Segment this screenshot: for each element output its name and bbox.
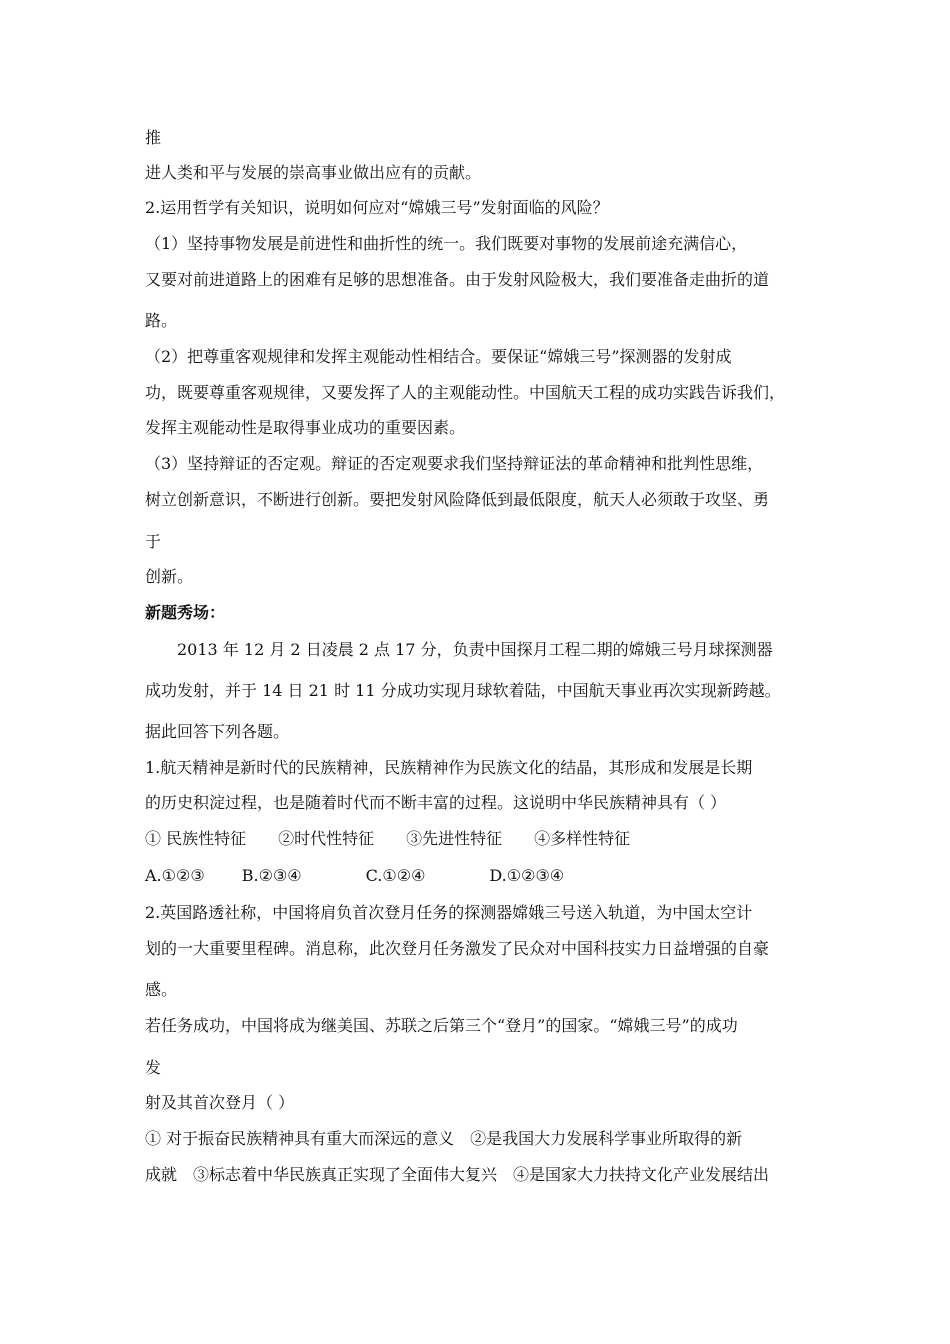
text-line: 感。	[145, 980, 178, 999]
question-1-choices: A.①②③ B.②③④ C.①②④ D.①②③④	[145, 866, 565, 885]
text-line: 的历史积淀过程，也是随着时代而不断丰富的过程。这说明中华民族精神具有（ ）	[145, 793, 727, 812]
text-line: 又要对前进道路上的困难有足够的思想准备。由于发射风险极大，我们要准备走曲折的道	[145, 270, 770, 289]
text-line: 路。	[145, 311, 178, 330]
text-line: 于	[145, 532, 162, 551]
text-line: 射及其首次登月（ ）	[145, 1093, 295, 1112]
text-line: 进人类和平与发展的崇高事业做出应有的贡献。	[145, 163, 482, 182]
question-1-options: ① 民族性特征 ②时代性特征 ③先进性特征 ④多样性特征	[145, 829, 631, 848]
text-line: 功，既要尊重客观规律，又要发挥了人的主观能动性。中国航天工程的成功实践告诉我们，	[145, 383, 786, 402]
question-2-stem: 2.英国路透社称，中国将肩负首次登月任务的探测器嫦娥三号送入轨道，为中国太空计	[145, 903, 753, 922]
text-line: 树立创新意识，不断进行创新。要把发射风险降低到最低限度，航天人必须敢于攻坚、勇	[145, 490, 770, 509]
text-line: 成就 ③标志着中华民族真正实现了全面伟大复兴 ④是国家大力扶持文化产业发展结出	[145, 1165, 770, 1184]
text-line: 若任务成功，中国将成为继美国、苏联之后第三个“登月”的国家。“嫦娥三号”的成功	[145, 1016, 738, 1035]
text-line: 据此回答下列各题。	[145, 722, 290, 741]
text-line: 成功发射，并于 14 日 21 时 11 分成功实现月球软着陆，中国航天事业再次实现新跨越。	[145, 681, 781, 700]
text-line: 2013 年 12 月 2 日凌晨 2 点 17 分，负责中国探月工程二期的嫦娥三号月球探测器	[177, 640, 773, 659]
text-line: （1）坚持事物发展是前进性和曲折性的统一。我们既要对事物的发展前途充满信心，	[145, 234, 748, 253]
text-line: 发	[145, 1058, 162, 1077]
text-line: 发挥主观能动性是取得事业成功的重要因素。	[145, 418, 466, 437]
question-2-options: ① 对于振奋民族精神具有重大而深远的意义 ②是我国大力发展科学事业所取得的新	[145, 1129, 743, 1148]
text-line: （2）把尊重客观规律和发挥主观能动性相结合。要保证“嫦娥三号”探测器的发射成	[145, 347, 732, 366]
text-line: （3）坚持辩证的否定观。辩证的否定观要求我们坚持辩证法的革命精神和批判性思维，	[145, 454, 764, 473]
question-2-heading: 2.运用哲学有关知识，说明如何应对“嫦娥三号”发射面临的风险？	[145, 198, 609, 217]
text-line: 创新。	[145, 567, 194, 586]
section-heading: 新题秀场：	[145, 603, 226, 622]
text-line: 划的一大重要里程碑。消息称，此次登月任务激发了民众对中国科技实力日益增强的自豪	[145, 939, 770, 958]
text-line: 推	[145, 128, 162, 147]
question-1-stem: 1.航天精神是新时代的民族精神，民族精神作为民族文化的结晶，其形成和发展是长期	[145, 758, 753, 777]
